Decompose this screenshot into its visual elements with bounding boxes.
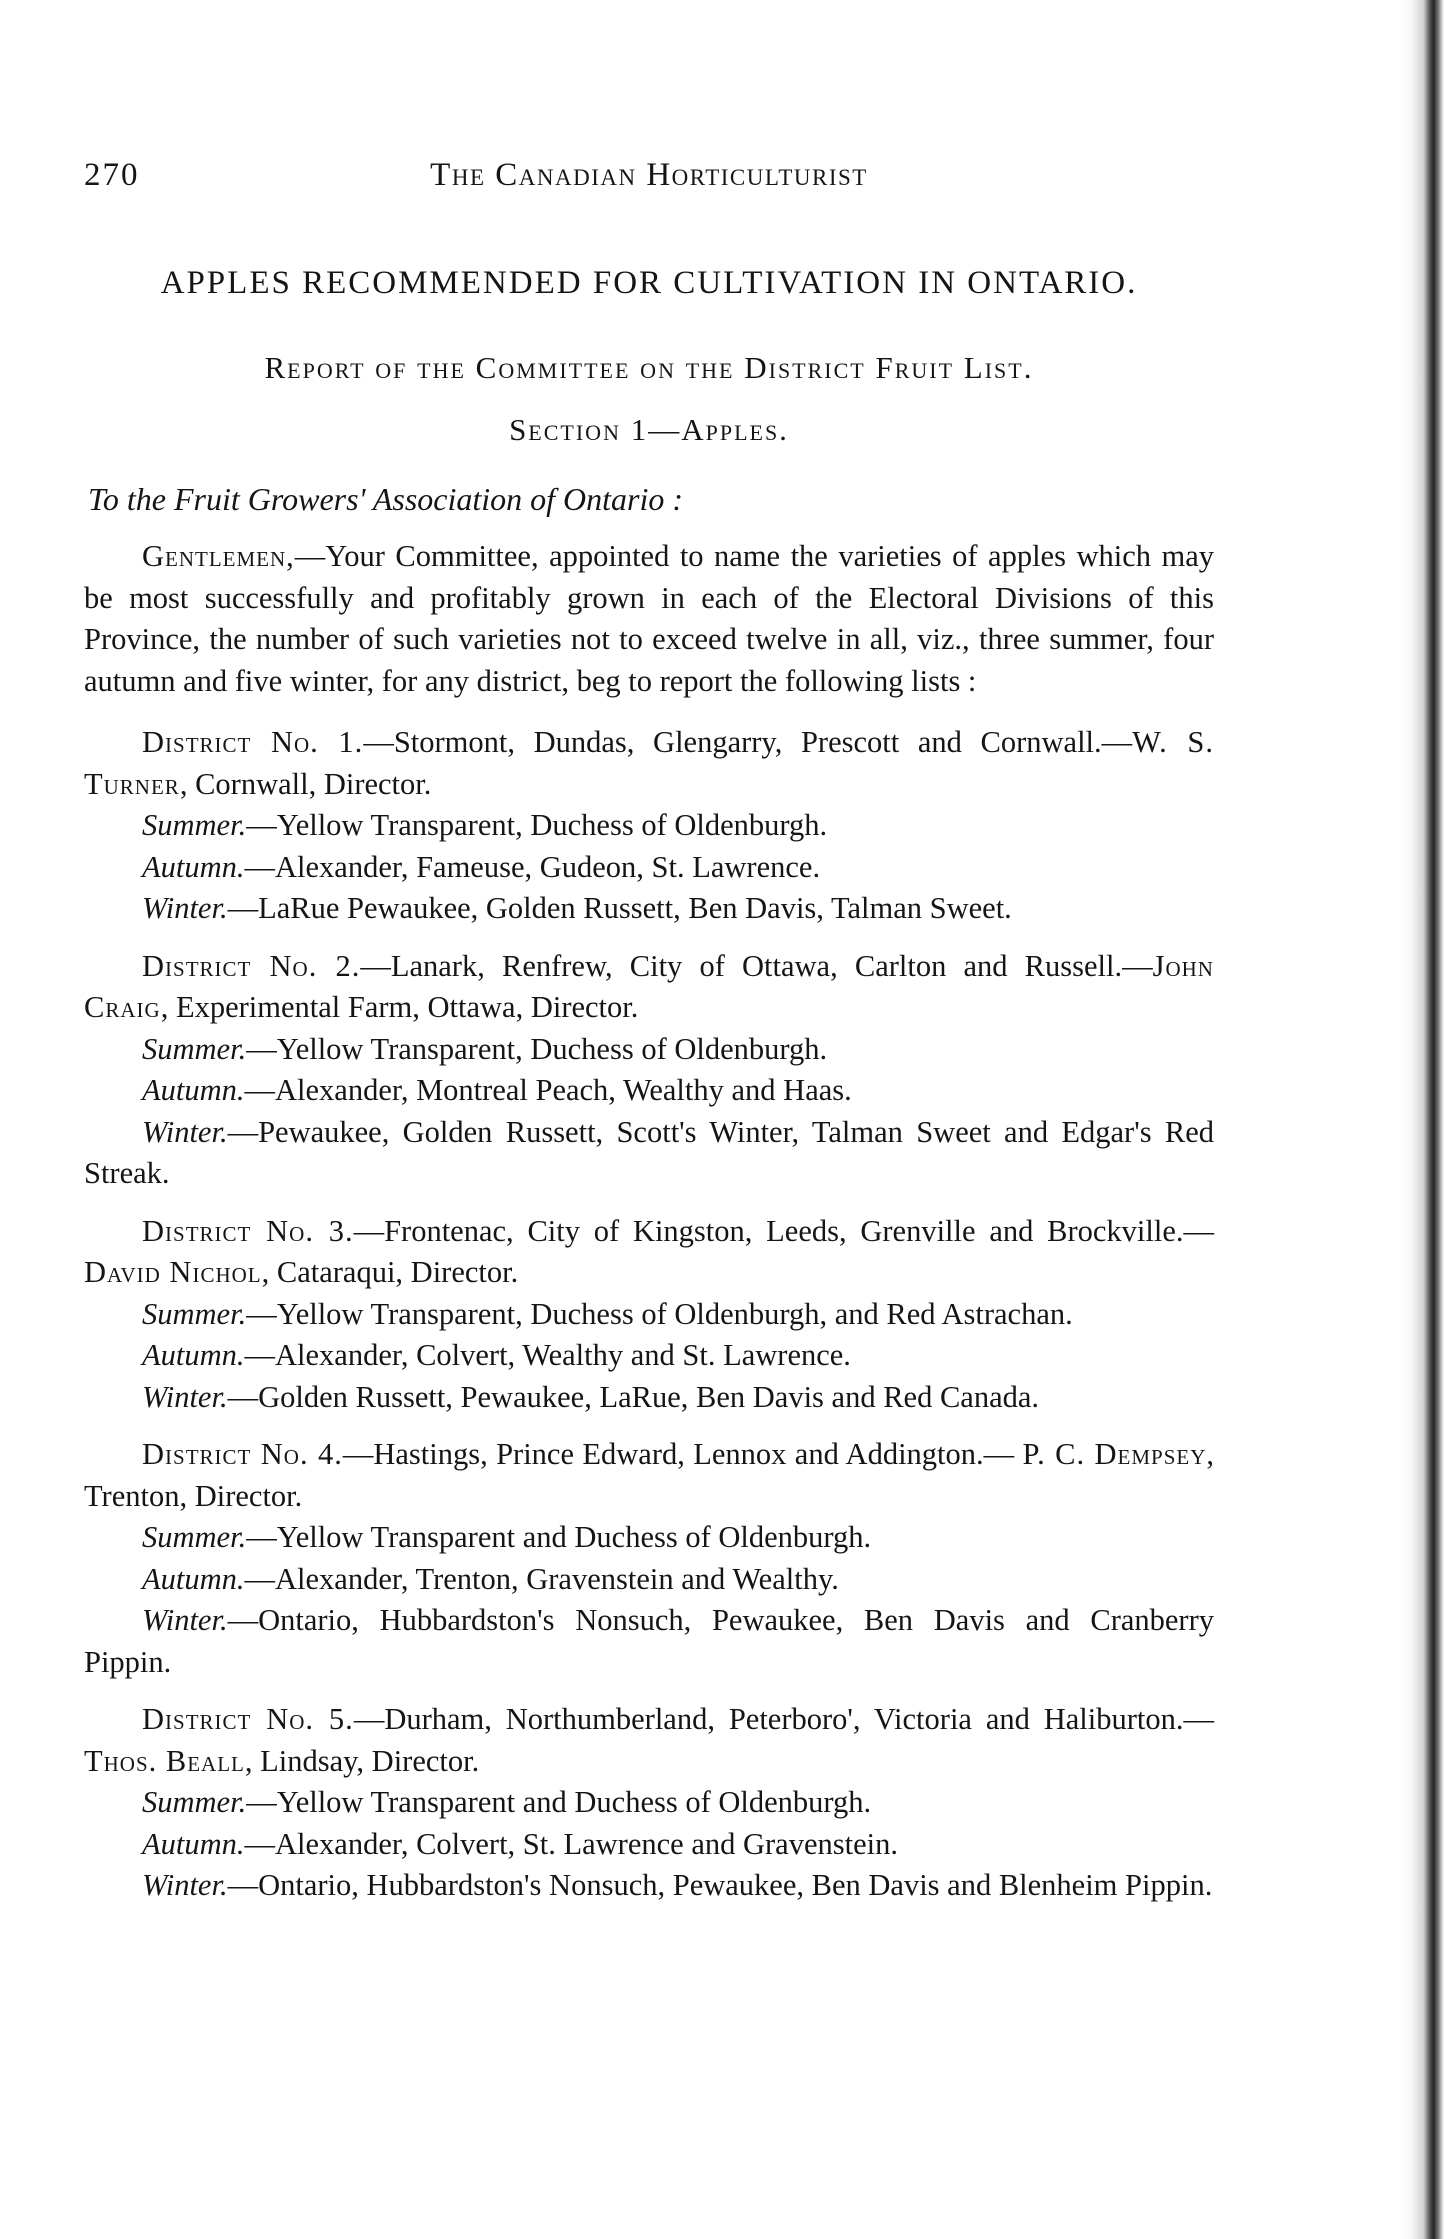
scan-binding-edge [1398,0,1444,2239]
district-area: —Hastings, Prince Edward, Lennox and Addington.— [342,1437,1023,1471]
salutation: To the Fruit Growers' Association of Ontario : [88,481,684,517]
season-varieties: —Alexander, Colvert, St. Lawrence and Gravenstein. [244,1826,898,1861]
section-title: Section 1—Apples. [509,412,789,447]
summer-list [84,1294,1214,1336]
director-details: , Cataraqui, Director. [261,1255,519,1289]
district-entry-1 [84,722,1214,930]
district-heading [84,1434,1214,1517]
district-heading [84,722,1214,805]
season-label: Winter. [142,1379,228,1414]
season-label: Winter. [142,891,228,925]
season-label: Winter. [142,1114,228,1149]
article-body [84,536,1214,1907]
journal-title: The Canadian Horticulturist [430,157,868,193]
district-label: District No. 4. [142,1437,343,1471]
winter-list [84,1865,1214,1907]
director-details: , Cornwall, Director. [179,766,432,801]
district-label: District No. 1. [142,725,364,759]
season-label: Winter. [142,1868,228,1902]
summer-list [84,1517,1214,1559]
district-entry-4 [84,1434,1214,1683]
season-varieties: —LaRue Pewaukee, Golden Russett, Ben Davis, Talman Sweet. [227,891,1012,925]
page-number: 270 [84,157,140,193]
district-entry-3 [84,1211,1214,1419]
autumn-list [84,1070,1214,1112]
summer-list [84,805,1214,847]
season-varieties: —Yellow Transparent and Duchess of Oldenburgh. [246,1785,872,1819]
autumn-list [84,847,1214,889]
district-area: —Lanark, Renfrew, City of Ottawa, Carlton and Russell.— [360,948,1153,983]
season-label: Summer. [142,1296,247,1331]
season-label: Autumn. [142,849,245,884]
director-name: Thos. Beall [84,1743,245,1778]
winter-list [84,888,1214,930]
season-varieties: —Alexander, Colvert, Wealthy and St. Lawrence. [244,1338,851,1372]
season-varieties: —Golden Russett, Pewaukee, LaRue, Ben Davis and Red Canada. [227,1379,1040,1414]
district-heading [84,1699,1214,1782]
district-entry-2 [84,946,1214,1195]
season-varieties: —Yellow Transparent, Duchess of Oldenburgh, and Red Astrachan. [246,1296,1073,1331]
season-label: Summer. [142,1520,247,1554]
season-label: Autumn. [142,1561,245,1596]
autumn-list [84,1335,1214,1377]
article-title: APPLES RECOMMENDED FOR CULTIVATION IN ONTARIO. [160,265,1138,301]
season-varieties: —Yellow Transparent, Duchess of Oldenburgh. [246,1031,828,1066]
district-area: —Frontenac, City of Kingston, Leeds, Grenville and Brockville.— [353,1213,1214,1248]
district-label: District No. 2. [142,948,361,983]
season-label: Summer. [142,1031,247,1066]
intro-lead: Gentlemen, [142,539,295,573]
season-varieties: —Ontario, Hubbardston's Nonsuch, Pewaukee, Ben Davis and Blenheim Pippin. [227,1868,1213,1902]
intro-text: —Your Committee, appointed to name the varieties of apples which may be most successfully and profitably grown in each of the Electoral Divisions of this Province, the number of such varieties not to exceed twelve in all, viz., three summer, four autumn and five winter, for any district, beg to report the following lists : [84,539,1214,698]
autumn-list [84,1559,1214,1601]
winter-list [84,1377,1214,1419]
article-subtitle: Report of the Committee on the District Fruit List. [264,350,1034,385]
season-varieties: —Alexander, Montreal Peach, Wealthy and Haas. [244,1073,852,1107]
season-varieties: —Yellow Transparent and Duchess of Oldenburgh. [246,1520,872,1554]
district-area: —Stormont, Dundas, Glengarry, Prescott and Cornwall.— [363,725,1133,759]
director-details: , Trenton, Director. [84,1437,1214,1513]
director-name: David Nichol [84,1255,262,1289]
director-details: , Experimental Farm, Ottawa, Director. [160,990,639,1024]
season-varieties: —Alexander, Trenton, Gravenstein and Wealthy. [244,1561,839,1596]
season-label: Summer. [142,1785,247,1819]
season-varieties: —Pewaukee, Golden Russett, Scott's Winter, Talman Sweet and Edgar's Red Streak. [84,1114,1214,1190]
season-varieties: —Alexander, Fameuse, Gudeon, St. Lawrence. [244,849,821,884]
winter-list [84,1112,1214,1195]
district-label: District No. 5. [142,1702,354,1736]
director-name: W. S. Turner [84,725,1214,801]
district-label: District No. 3. [142,1213,354,1248]
district-area: —Durham, Northumberland, Peterboro', Victoria and Haliburton.— [353,1702,1215,1736]
summer-list [84,1782,1214,1824]
summer-list [84,1029,1214,1071]
running-head [84,150,1214,200]
district-heading [84,1211,1214,1294]
district-heading [84,946,1214,1029]
autumn-list [84,1824,1214,1866]
winter-list [84,1600,1214,1683]
season-label: Autumn. [142,1826,245,1861]
district-entry-5 [84,1699,1214,1907]
season-varieties: —Yellow Transparent, Duchess of Oldenburgh. [246,808,828,842]
director-name: P. C. Dempsey [1022,1437,1207,1471]
season-label: Summer. [142,808,247,842]
season-label: Winter. [142,1603,228,1637]
intro-paragraph [84,536,1214,702]
season-label: Autumn. [142,1338,245,1372]
director-name: John Craig [84,948,1214,1024]
director-details: , Lindsay, Director. [244,1743,480,1778]
season-varieties: —Ontario, Hubbardston's Nonsuch, Pewaukee, Ben Davis and Cranberry Pippin. [84,1603,1214,1679]
season-label: Autumn. [142,1073,245,1107]
